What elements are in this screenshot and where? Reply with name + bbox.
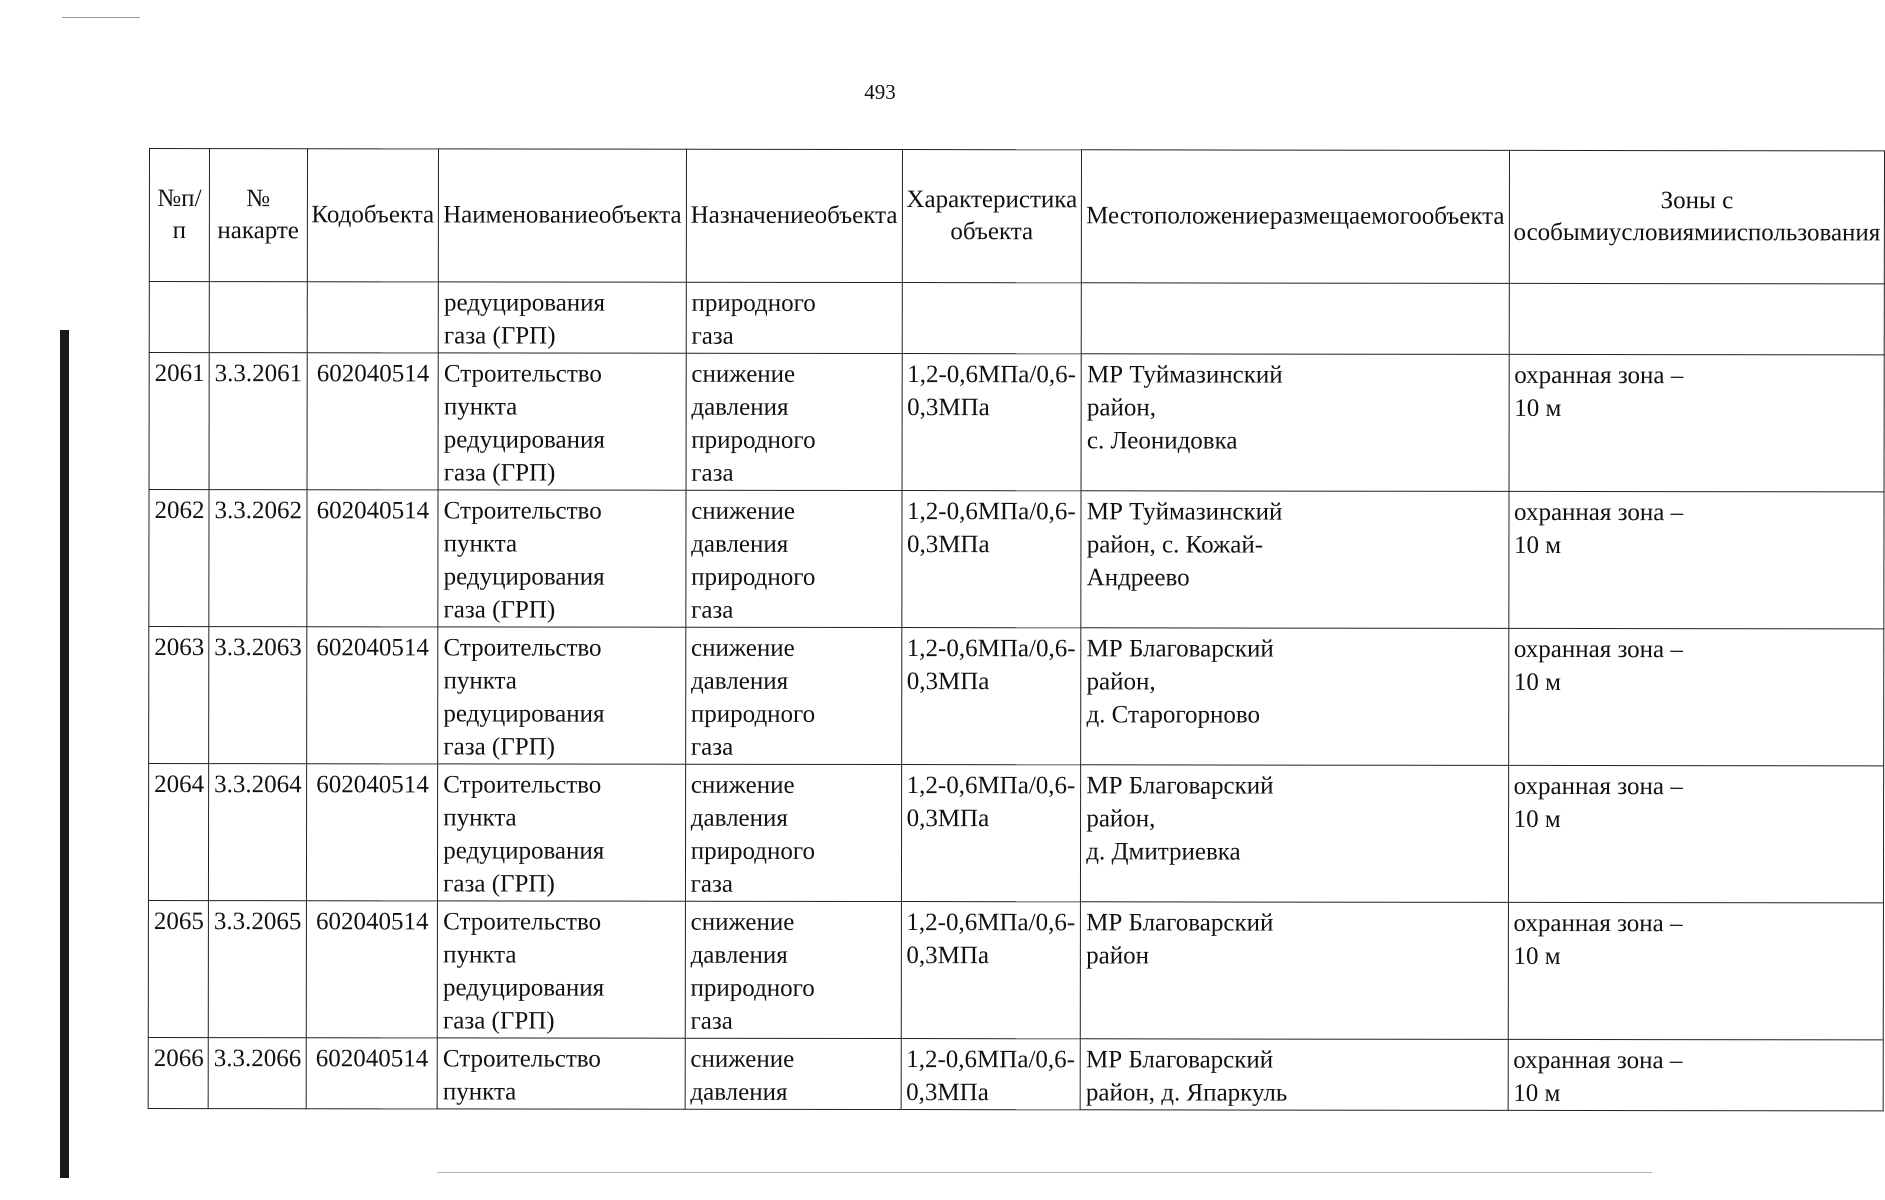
cell-object-location-line: МР Туймазинский <box>1086 498 1283 526</box>
cell-object-code-line: 602040514 <box>316 360 430 388</box>
cell-object-spec-line: 0,3МПа <box>906 668 990 696</box>
table-row <box>149 627 1885 766</box>
cell-object-purpose-line: снижение <box>690 771 795 799</box>
cell-special-zone <box>1508 1039 1884 1111</box>
cell-object-purpose-line: давления <box>691 393 789 421</box>
cell-object-purpose <box>686 490 902 627</box>
cell-object-name <box>438 627 686 764</box>
cell-special-zone-line: охранная зона – <box>1513 1046 1683 1075</box>
cell-object-spec-line: 0,3МПа <box>906 531 990 559</box>
cell-object-purpose-line: газа <box>691 322 734 350</box>
cell-map-number <box>208 1038 306 1109</box>
cell-object-location-line: район, <box>1086 805 1156 833</box>
cell-special-zone <box>1508 628 1884 766</box>
cell-special-zone <box>1508 765 1884 903</box>
cell-special-zone <box>1508 491 1884 629</box>
cell-object-name <box>437 1038 685 1109</box>
header-special-zones-line: использования <box>1723 219 1881 247</box>
table-row <box>149 490 1885 629</box>
cell-object-purpose <box>686 353 902 490</box>
cell-object-name-line: газа (ГРП) <box>443 322 556 350</box>
page-number: 493 <box>864 80 896 104</box>
cell-object-purpose <box>685 1038 901 1109</box>
cell-object-spec-line: 0,3МПа <box>906 805 990 833</box>
cell-object-location-line: район, с. Кожай- <box>1086 531 1264 559</box>
cell-map-number <box>209 490 307 627</box>
cell-object-name-line: редуцирования <box>443 426 605 454</box>
scan-artifact-top-line <box>62 17 140 18</box>
cell-object-name <box>437 901 685 1038</box>
cell-empty <box>1081 283 1508 355</box>
cell-special-zone-line: охранная зона – <box>1514 498 1684 527</box>
cell-object-purpose-line: давления <box>691 530 789 558</box>
cell-object-name-line: газа (ГРП) <box>443 459 556 487</box>
cell-special-zone-line: 10 м <box>1513 668 1561 696</box>
header-map-number <box>209 149 307 282</box>
cell-object-name-line: пункта <box>443 667 517 695</box>
cell-object-purpose-line: снижение <box>691 634 795 662</box>
cell-object-location-line: Андреево <box>1086 564 1190 592</box>
cell-object-purpose <box>686 282 902 353</box>
cell-object-location-line: МР Благоварский <box>1086 772 1274 800</box>
cell-map-number <box>209 627 307 764</box>
cell-object-location <box>1080 1039 1507 1111</box>
header-row-number <box>149 149 209 282</box>
header-map-number-line: карте <box>241 217 299 245</box>
header-object-location <box>1082 150 1509 284</box>
header-object-purpose-line: Назначение <box>690 201 815 229</box>
cell-object-purpose-line: природного <box>691 563 816 591</box>
cell-object-purpose-line: газа <box>691 596 734 624</box>
cell-map-number-line: 3.3.2063 <box>214 634 302 662</box>
cell-map-number-line: 3.3.2062 <box>214 497 303 525</box>
cell-object-spec <box>901 1039 1081 1110</box>
cell-row-number-line: 2061 <box>154 360 205 388</box>
cell-empty <box>209 282 307 353</box>
cell-object-spec <box>902 354 1082 491</box>
cell-object-location <box>1081 902 1509 1040</box>
header-object-code-line: Код <box>311 201 352 229</box>
cell-object-name-line: редуцирования <box>443 289 606 317</box>
header-row-number-line: п/п <box>172 185 202 245</box>
cell-object-location <box>1081 491 1509 629</box>
cell-row-number <box>148 764 208 901</box>
cell-object-purpose-line: снижение <box>690 908 795 936</box>
table-row <box>148 900 1884 1039</box>
cell-object-location-line: район, <box>1086 394 1157 422</box>
cell-object-purpose-line: снижение <box>690 1045 795 1073</box>
header-map-number-line: № на <box>217 185 271 245</box>
cell-row-number <box>148 1037 208 1108</box>
scan-artifact-bottom-line <box>437 1172 1652 1173</box>
cell-object-location-line: МР Туймазинский <box>1086 361 1283 389</box>
cell-object-spec-line: 1,2-0,6МПа/0,6- <box>907 361 1076 389</box>
header-object-location-line: объекта <box>1421 202 1505 230</box>
table-row <box>148 764 1884 903</box>
cell-row-number-line: 2062 <box>154 497 205 525</box>
cell-object-spec-line: 0,3МПа <box>907 394 990 422</box>
cell-row-number <box>149 490 209 627</box>
cell-object-name-line: редуцирования <box>443 563 605 591</box>
cell-special-zone-line: охранная зона – <box>1513 909 1683 938</box>
table-row <box>149 353 1885 492</box>
cell-object-code <box>306 1038 438 1109</box>
cell-map-number <box>208 764 306 901</box>
cell-object-purpose-line: природного <box>691 289 816 317</box>
cell-object-name-line: газа (ГРП) <box>443 596 556 624</box>
cell-object-location-line: район, д. Япаркуль <box>1085 1079 1288 1107</box>
cell-object-name-line: редуцирования <box>443 700 605 728</box>
header-special-zones-line: условиями <box>1608 219 1724 247</box>
cell-object-name-line: редуцирования <box>443 974 605 1002</box>
cell-object-name-line: Строительство <box>442 1045 601 1073</box>
header-object-location-line: Местоположение <box>1086 202 1270 230</box>
cell-object-location-line: с. Леонидовка <box>1086 427 1238 455</box>
cell-row-number <box>149 353 209 490</box>
cell-map-number <box>209 353 307 490</box>
cell-object-name-line: газа (ГРП) <box>442 1007 555 1035</box>
cell-empty <box>307 282 439 353</box>
cell-object-purpose-line: газа <box>690 733 734 761</box>
cell-map-number-line: 3.3.2065 <box>213 908 302 936</box>
cell-object-location-line: д. Старогорново <box>1086 701 1261 729</box>
cell-object-spec-line: 1,2-0,6МПа/0,6- <box>906 498 1076 526</box>
cell-object-name-line: пункта <box>443 393 518 421</box>
header-object-name-line: объекта <box>598 201 682 229</box>
table-row <box>148 1037 1884 1110</box>
cell-special-zone-line: охранная зона – <box>1513 635 1683 664</box>
cell-empty <box>902 283 1082 354</box>
cell-special-zone-line: 10 м <box>1514 531 1562 559</box>
cell-object-purpose-line: газа <box>691 459 734 487</box>
cell-object-name-line: пункта <box>442 1078 517 1106</box>
cell-object-purpose-line: природного <box>690 974 815 1002</box>
cell-object-name <box>438 764 686 901</box>
cell-object-purpose-line: снижение <box>691 360 796 388</box>
cell-object-location-line: район, <box>1086 668 1156 696</box>
cell-special-zone <box>1509 354 1885 492</box>
cell-object-name-line: пункта <box>443 530 518 558</box>
cell-object-purpose-line: природного <box>691 426 816 454</box>
cell-object-code <box>307 353 439 490</box>
cell-object-purpose-line: газа <box>690 1007 733 1035</box>
header-object-purpose <box>686 149 902 282</box>
cell-object-name-line: пункта <box>443 941 517 969</box>
header-object-name <box>439 149 687 282</box>
cell-object-name-line: газа (ГРП) <box>443 733 556 761</box>
cell-object-name-line: газа (ГРП) <box>443 870 555 898</box>
cell-object-purpose <box>685 627 901 764</box>
header-object-spec <box>902 150 1082 283</box>
cell-object-name-line: редуцирования <box>443 837 605 865</box>
cell-object-location-line: район <box>1086 942 1150 970</box>
cell-object-code <box>306 901 438 1038</box>
cell-object-name-line: Строительство <box>443 634 602 662</box>
cell-object-name-line: Строительство <box>443 497 602 525</box>
cell-object-name-line: пункта <box>443 804 517 832</box>
cell-object-location-line: МР Благоварский <box>1086 635 1274 663</box>
cell-object-purpose-line: давления <box>690 941 788 969</box>
cell-row-number-line: 2065 <box>153 908 204 936</box>
cell-object-purpose-line: газа <box>690 870 734 898</box>
cell-object-purpose <box>685 901 901 1038</box>
table-header-row <box>149 149 1885 284</box>
cell-object-purpose-line: природного <box>690 700 816 728</box>
cell-object-spec <box>901 765 1081 902</box>
scan-artifact-left-bar <box>60 330 69 1178</box>
cell-row-number <box>149 627 209 764</box>
cell-object-purpose <box>685 764 901 901</box>
cell-object-name-line: Строительство <box>443 771 602 799</box>
cell-object-name <box>438 353 686 490</box>
cell-object-name <box>438 282 686 353</box>
cell-object-code-line: 602040514 <box>315 908 429 936</box>
cell-special-zone-line: 10 м <box>1514 394 1562 422</box>
cell-object-location-line: д. Дмитриевка <box>1086 838 1241 866</box>
cell-object-location <box>1081 628 1509 766</box>
cell-special-zone <box>1508 902 1884 1040</box>
cell-empty <box>1509 283 1885 355</box>
cell-object-spec <box>901 902 1081 1039</box>
cell-special-zone-line: 10 м <box>1513 805 1561 833</box>
cell-row-number-line: 2066 <box>153 1045 204 1073</box>
cell-special-zone-line: охранная зона – <box>1514 361 1684 390</box>
cell-map-number-line: 3.3.2066 <box>213 1045 302 1073</box>
cell-object-location <box>1081 765 1509 903</box>
cell-object-code-line: 602040514 <box>316 497 430 525</box>
cell-object-spec-line: 0,3МПа <box>906 942 990 970</box>
cell-object-code-line: 602040514 <box>316 634 429 662</box>
header-object-location-line: размещаемого <box>1269 202 1422 230</box>
cell-map-number-line: 3.3.2064 <box>214 771 302 799</box>
cell-special-zone-line: охранная зона – <box>1513 772 1683 801</box>
cell-object-purpose-line: снижение <box>691 497 795 525</box>
cell-object-spec-line: 1,2-0,6МПа/0,6- <box>906 635 1076 663</box>
cell-object-spec-line: 1,2-0,6МПа/0,6- <box>906 1046 1075 1074</box>
header-object-name-line: Наименование <box>443 201 599 229</box>
cell-row-number-line: 2064 <box>154 771 205 799</box>
cell-object-spec <box>901 628 1081 765</box>
objects-table <box>148 148 1885 1111</box>
cell-object-purpose-line: давления <box>690 667 789 695</box>
cell-object-spec <box>901 491 1081 628</box>
cell-map-number-line: 3.3.2061 <box>214 360 303 388</box>
cell-empty <box>149 282 209 353</box>
cell-row-number-line: 2063 <box>154 634 205 662</box>
header-special-zones <box>1509 150 1885 284</box>
cell-object-name <box>438 490 686 627</box>
header-object-code <box>307 149 439 282</box>
cell-special-zone-line: 10 м <box>1513 1079 1561 1107</box>
cell-object-spec-line: 1,2-0,6МПа/0,6- <box>906 909 1076 937</box>
table-row-continuation <box>149 282 1885 355</box>
cell-row-number <box>148 900 208 1037</box>
cell-object-code <box>306 764 438 901</box>
cell-object-location <box>1081 354 1509 492</box>
cell-object-purpose-line: природного <box>690 837 816 865</box>
cell-object-name-line: Строительство <box>443 908 602 936</box>
cell-special-zone-line: 10 м <box>1513 942 1561 970</box>
header-object-spec-line: а объекта <box>950 186 1078 246</box>
cell-object-purpose-line: давления <box>690 804 788 832</box>
cell-object-code-line: 602040514 <box>316 771 429 799</box>
header-object-spec-line: Характеристик <box>906 186 1067 214</box>
header-object-purpose-line: объекта <box>814 201 898 230</box>
header-special-zones-line: Зоны с особыми <box>1513 187 1734 247</box>
cell-object-code <box>306 490 438 627</box>
cell-object-code <box>306 627 438 764</box>
cell-map-number <box>208 901 306 1038</box>
cell-object-spec-line: 0,3МПа <box>906 1079 989 1107</box>
cell-object-location-line: МР Благоварский <box>1086 909 1274 937</box>
cell-object-name-line: Строительство <box>443 360 602 388</box>
cell-object-location-line: МР Благоварский <box>1085 1046 1274 1074</box>
header-row-number-line: № <box>157 185 182 213</box>
cell-object-spec-line: 1,2-0,6МПа/0,6- <box>906 772 1076 800</box>
cell-object-code-line: 602040514 <box>315 1045 429 1073</box>
cell-object-purpose-line: давления <box>690 1078 788 1106</box>
header-object-code-line: объекта <box>351 201 435 229</box>
